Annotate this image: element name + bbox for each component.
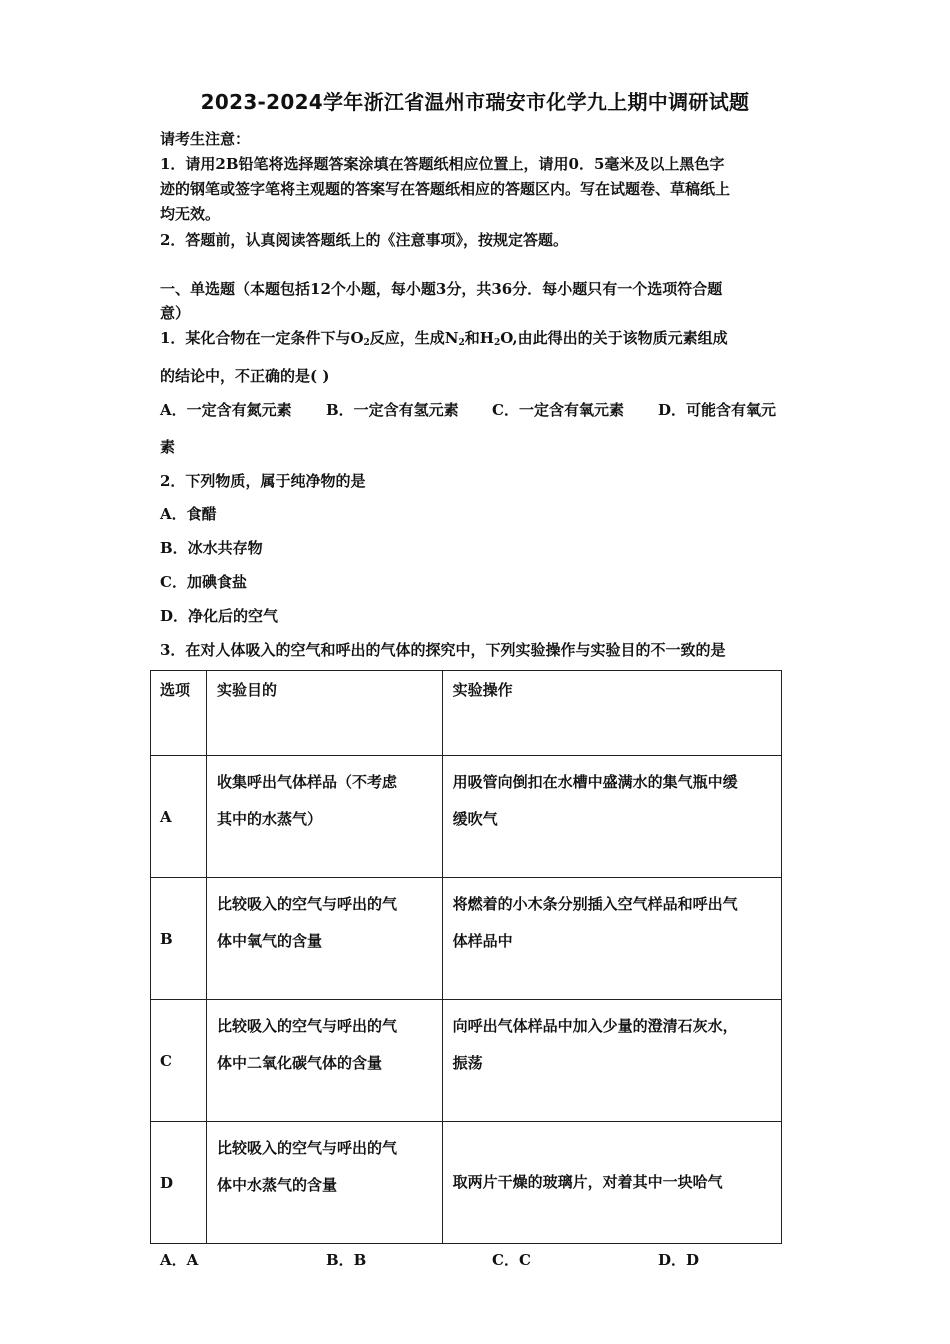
notice-item1-line3: 均无效。 <box>160 205 221 223</box>
q1-option-d-wrap: 素 <box>160 438 176 456</box>
q1-subscript-h2o: 2 <box>493 338 501 348</box>
q1-subscript-n2: 2 <box>458 338 465 348</box>
notice-item2: 2．答题前，认真阅读答题纸上的《注意事项》，按规定答题。 <box>160 231 568 249</box>
row-operation-c: 向呼出气体样品中加入少量的澄清石灰水， 振荡 <box>442 1000 781 1122</box>
notice-heading: 请考生注意： <box>160 130 251 148</box>
row-operation-b: 将燃着的小木条分别插入空气样品和呼出气 体样品中 <box>442 878 781 1000</box>
q1-stem-line1 <box>160 327 728 348</box>
q1-stem-part4: O,由此得出的关于该物质元素组成 <box>500 329 728 347</box>
header-operation: 实验操作 <box>442 671 781 756</box>
notice-item1-line2: 迹的钢笔或签字笔将主观题的答案写在答题纸相应的答题区内。写在试题卷、草稿纸上 <box>160 180 731 198</box>
section-heading-line1: 一、单选题（本题包括12个小题，每小题3分，共36分．每小题只有一个选项符合题 <box>160 280 723 298</box>
q2-option-c: C．加碘食盐 <box>160 573 247 591</box>
q1-stem-line2: 的结论中，不正确的是( ) <box>160 367 330 385</box>
q2-option-d: D．净化后的空气 <box>160 607 279 625</box>
q2-option-b: B．冰水共存物 <box>160 539 263 557</box>
q1-stem-part3: 和H <box>464 329 494 347</box>
q1-stem-part1: 1．某化合物在一定条件下与O <box>160 329 364 347</box>
notice-item1-line1: 1．请用2B铅笔将选择题答案涂填在答题纸相应位置上，请用0．5毫米及以上黑色字 <box>160 155 725 173</box>
header-purpose: 实验目的 <box>206 671 442 756</box>
row-purpose-c: 比较吸入的空气与呼出的气 体中二氧化碳气体的含量 <box>206 1000 442 1122</box>
header-option: 选项 <box>151 671 207 756</box>
q1-option-a: A．一定含有氮元素 <box>160 401 292 419</box>
q3-option-c: C．C <box>492 1251 531 1269</box>
q3-options <box>160 1249 790 1270</box>
q1-stem-part2: 反应，生成N <box>369 329 459 347</box>
table-row <box>151 756 782 878</box>
row-operation-a: 用吸管向倒扣在水槽中盛满水的集气瓶中缓 缓吹气 <box>442 756 781 878</box>
q1-options <box>160 399 790 420</box>
table-row <box>151 1000 782 1122</box>
table-row <box>151 878 782 1000</box>
row-key-d: D <box>151 1122 207 1244</box>
q3-stem: 3．在对人体吸入的空气和呼出的气体的探究中，下列实验操作与实验目的不一致的是 <box>160 641 726 659</box>
section-heading-line2: 意） <box>160 304 191 322</box>
table-row <box>151 1122 782 1244</box>
q1-option-d: D．可能含有氧元 <box>658 401 777 419</box>
q1-option-c: C．一定含有氧元素 <box>492 401 624 419</box>
row-key-b: B <box>151 878 207 1000</box>
q1-subscript-o2: 2 <box>363 338 370 348</box>
q1-option-b: B．一定含有氢元素 <box>326 401 459 419</box>
row-purpose-d: 比较吸入的空气与呼出的气 体中水蒸气的含量 <box>206 1122 442 1244</box>
row-operation-d: 取两片干燥的玻璃片，对着其中一块哈气 <box>442 1122 781 1244</box>
row-purpose-a: 收集呼出气体样品（不考虑 其中的水蒸气） <box>206 756 442 878</box>
q3-option-d: D．D <box>658 1251 700 1269</box>
q3-option-b: B．B <box>326 1251 367 1269</box>
row-purpose-b: 比较吸入的空气与呼出的气 体中氧气的含量 <box>206 878 442 1000</box>
page-title: 2023-2024学年浙江省温州市瑞安市化学九上期中调研试题 <box>200 90 750 114</box>
row-key-c: C <box>151 1000 207 1122</box>
q3-option-a: A．A <box>160 1251 199 1269</box>
q2-stem: 2．下列物质，属于纯净物的是 <box>160 472 366 490</box>
q2-option-a: A．食醋 <box>160 505 217 523</box>
table-header-row <box>151 671 782 756</box>
row-key-a: A <box>151 756 207 878</box>
q3-table <box>150 670 782 1244</box>
